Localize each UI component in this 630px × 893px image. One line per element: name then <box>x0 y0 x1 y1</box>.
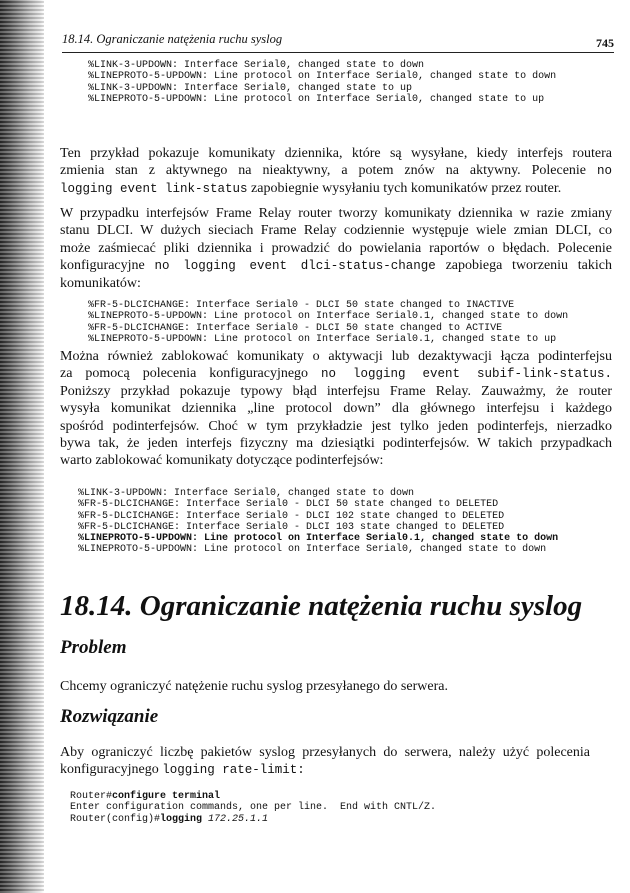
inline-code: logging rate-limit: <box>162 763 305 778</box>
inline-code: no logging event subif-link-status. <box>321 367 613 382</box>
code-block-dlci-change <box>88 300 618 345</box>
text-line <box>60 162 612 179</box>
text-segment: 172.25.1.1 <box>208 813 269 825</box>
text-segment: W przypadku interfejsów Frame Relay router tworzy komunikaty dziennika w razie zmiany <box>60 206 612 221</box>
page-number: 745 <box>596 36 614 50</box>
running-header <box>62 30 614 53</box>
text-line <box>78 488 608 499</box>
text-segment: zmienia stan z aktywnego na nieaktywny, a potem znów na aktywny. Polecenie <box>60 163 597 179</box>
text-segment: zapobiegnie wysyłaniu tych komunikatów przez router. <box>247 180 562 196</box>
text-segment: Enter configuration commands, one per line. End with CNTL/Z. <box>70 802 437 814</box>
paragraph-problem <box>60 678 612 695</box>
text-line <box>70 814 600 825</box>
text-segment: %LINEPROTO-5-UPDOWN: Line protocol on Interface Serial0, changed state to down <box>88 71 557 83</box>
paragraph-link-status <box>60 145 612 197</box>
text-line <box>88 311 618 322</box>
text-line <box>88 83 618 94</box>
text-line <box>70 802 600 813</box>
code-block-subinterface-down <box>78 488 608 556</box>
text-line <box>60 222 612 239</box>
text-line <box>88 323 618 334</box>
code-block-router-config <box>70 791 600 825</box>
text-segment: %LINEPROTO-5-UPDOWN: Line protocol on Interface Serial0, changed state to up <box>88 93 545 105</box>
text-line <box>88 300 618 311</box>
text-segment: za pomocą polecenia konfiguracyjnego <box>60 366 322 382</box>
text-segment: %LINK-3-UPDOWN: Interface Serial0, changed state to down <box>78 488 415 499</box>
text-line <box>60 275 612 292</box>
text-line <box>78 544 608 555</box>
text-segment: konfiguracyjnego <box>60 762 163 778</box>
running-title: 18.14. Ograniczanie natężenia ruchu syslog <box>62 32 283 46</box>
text-segment: %LINEPROTO-5-UPDOWN: Line protocol on Interface Serial0, changed state to down <box>78 544 547 556</box>
text-line <box>60 365 612 382</box>
text-segment: %FR-5-DLCICHANGE: Interface Serial0 - DLCI 50 state changed to DELETED <box>78 499 499 511</box>
section-title: 18.14. Ograniczanie natężenia ruchu syslog <box>60 590 583 622</box>
inline-code: logging event link-status <box>60 181 248 196</box>
text-segment: komunikatów: <box>60 275 141 291</box>
solution-heading: Rozwiązanie <box>60 706 159 727</box>
text-segment: %FR-5-DLCICHANGE: Interface Serial0 - DLCI 50 state changed to ACTIVE <box>88 322 503 334</box>
inline-code: no logging event dlci-status-change <box>154 259 436 274</box>
text-segment: Chcemy ograniczyć natężenie ruchu syslog przesyłanego do serwera. <box>60 679 448 694</box>
text-line <box>78 522 608 533</box>
text-line <box>60 400 612 417</box>
text-line <box>60 744 590 761</box>
text-segment: %LINEPROTO-5-UPDOWN: Line protocol on Interface Serial0.1, changed state to up <box>88 333 557 345</box>
text-segment: %LINK-3-UPDOWN: Interface Serial0, changed state to down <box>88 60 425 71</box>
text-segment: Router# <box>70 791 113 802</box>
text-segment: Poniższy przykład pokazuje typowy błąd interfejsu Frame Relay. Zauważmy, że router <box>60 383 612 399</box>
paragraph-frame-relay <box>60 205 612 292</box>
text-segment: stanu DLCI. W dużych sieciach Frame Relay codziennie występuje wiele zmian DLCI, co <box>60 223 612 239</box>
text-line <box>60 418 612 435</box>
text-line <box>60 452 612 469</box>
text-segment: %FR-5-DLCICHANGE: Interface Serial0 - DLCI 50 state changed to INACTIVE <box>88 300 515 311</box>
paragraph-subinterface <box>60 348 612 470</box>
text-line <box>60 180 612 197</box>
text-segment: logging <box>160 813 203 825</box>
text-line <box>60 383 612 400</box>
text-line <box>60 678 612 695</box>
text-line <box>88 94 618 105</box>
text-segment: Ten przykład pokazuje komunikaty dziennika, które są wysyłane, kiedy interfejs routera <box>60 146 612 161</box>
text-segment: %FR-5-DLCICHANGE: Interface Serial0 - DLCI 103 state changed to DELETED <box>78 521 505 533</box>
book-binding-shadow <box>0 0 44 893</box>
text-line <box>78 499 608 510</box>
text-segment: Aby ograniczyć liczbę pakietów syslog przesyłanych do serwera, należy użyć polecenia <box>60 745 590 760</box>
text-line <box>60 348 612 365</box>
text-segment: %FR-5-DLCICHANGE: Interface Serial0 - DLCI 102 state changed to DELETED <box>78 510 505 522</box>
text-segment: wysyła komunikat dziennika „line protocol down” dla głównego interfejsu i każdego <box>60 401 612 417</box>
inline-code: no <box>596 164 612 179</box>
text-line <box>60 257 612 274</box>
text-segment: %LINEPROTO-5-UPDOWN: Line protocol on Interface Serial0.1, changed state to down <box>88 311 569 323</box>
text-segment: warto zablokować komunikaty dotyczące podinterfejsów: <box>60 453 384 469</box>
problem-heading: Problem <box>60 637 127 658</box>
text-segment: bywa tak, że jeden interfejs fizyczny ma dziesiątki podinterfejsów. W takich przypadkach <box>60 435 612 451</box>
text-segment: może zaśmiecać pliki dziennika i prowadzić do powielania raportów o błędach. Polecenie <box>60 240 612 256</box>
text-line <box>60 145 612 162</box>
text-line <box>78 511 608 522</box>
text-segment: konfiguracyjne <box>60 258 155 274</box>
paragraph-solution <box>60 744 590 779</box>
code-block-link-updown <box>88 60 618 105</box>
text-line <box>70 791 600 802</box>
text-segment: configure terminal <box>112 791 221 802</box>
text-segment: Można również zablokować komunikaty o aktywacji lub dezaktywacji łącza podinterfejsu <box>60 349 612 364</box>
text-line <box>60 435 612 452</box>
text-line <box>88 60 618 71</box>
text-segment: %LINEPROTO-5-UPDOWN: Line protocol on Interface Serial0.1, changed state to down <box>78 533 559 545</box>
text-line <box>88 334 618 345</box>
text-line <box>60 205 612 222</box>
text-segment: spośród podinterfejsów. Choć w tym przykładzie jest tylko jeden podinterfejs, nierzadko <box>60 418 612 434</box>
text-segment: %LINK-3-UPDOWN: Interface Serial0, changed state to up <box>88 82 413 94</box>
text-line <box>60 240 612 257</box>
text-segment: Router(config)# <box>70 813 161 825</box>
text-line <box>78 533 608 544</box>
text-line <box>60 761 590 778</box>
text-segment: zapobiega tworzeniu takich <box>435 258 613 274</box>
text-line <box>88 71 618 82</box>
